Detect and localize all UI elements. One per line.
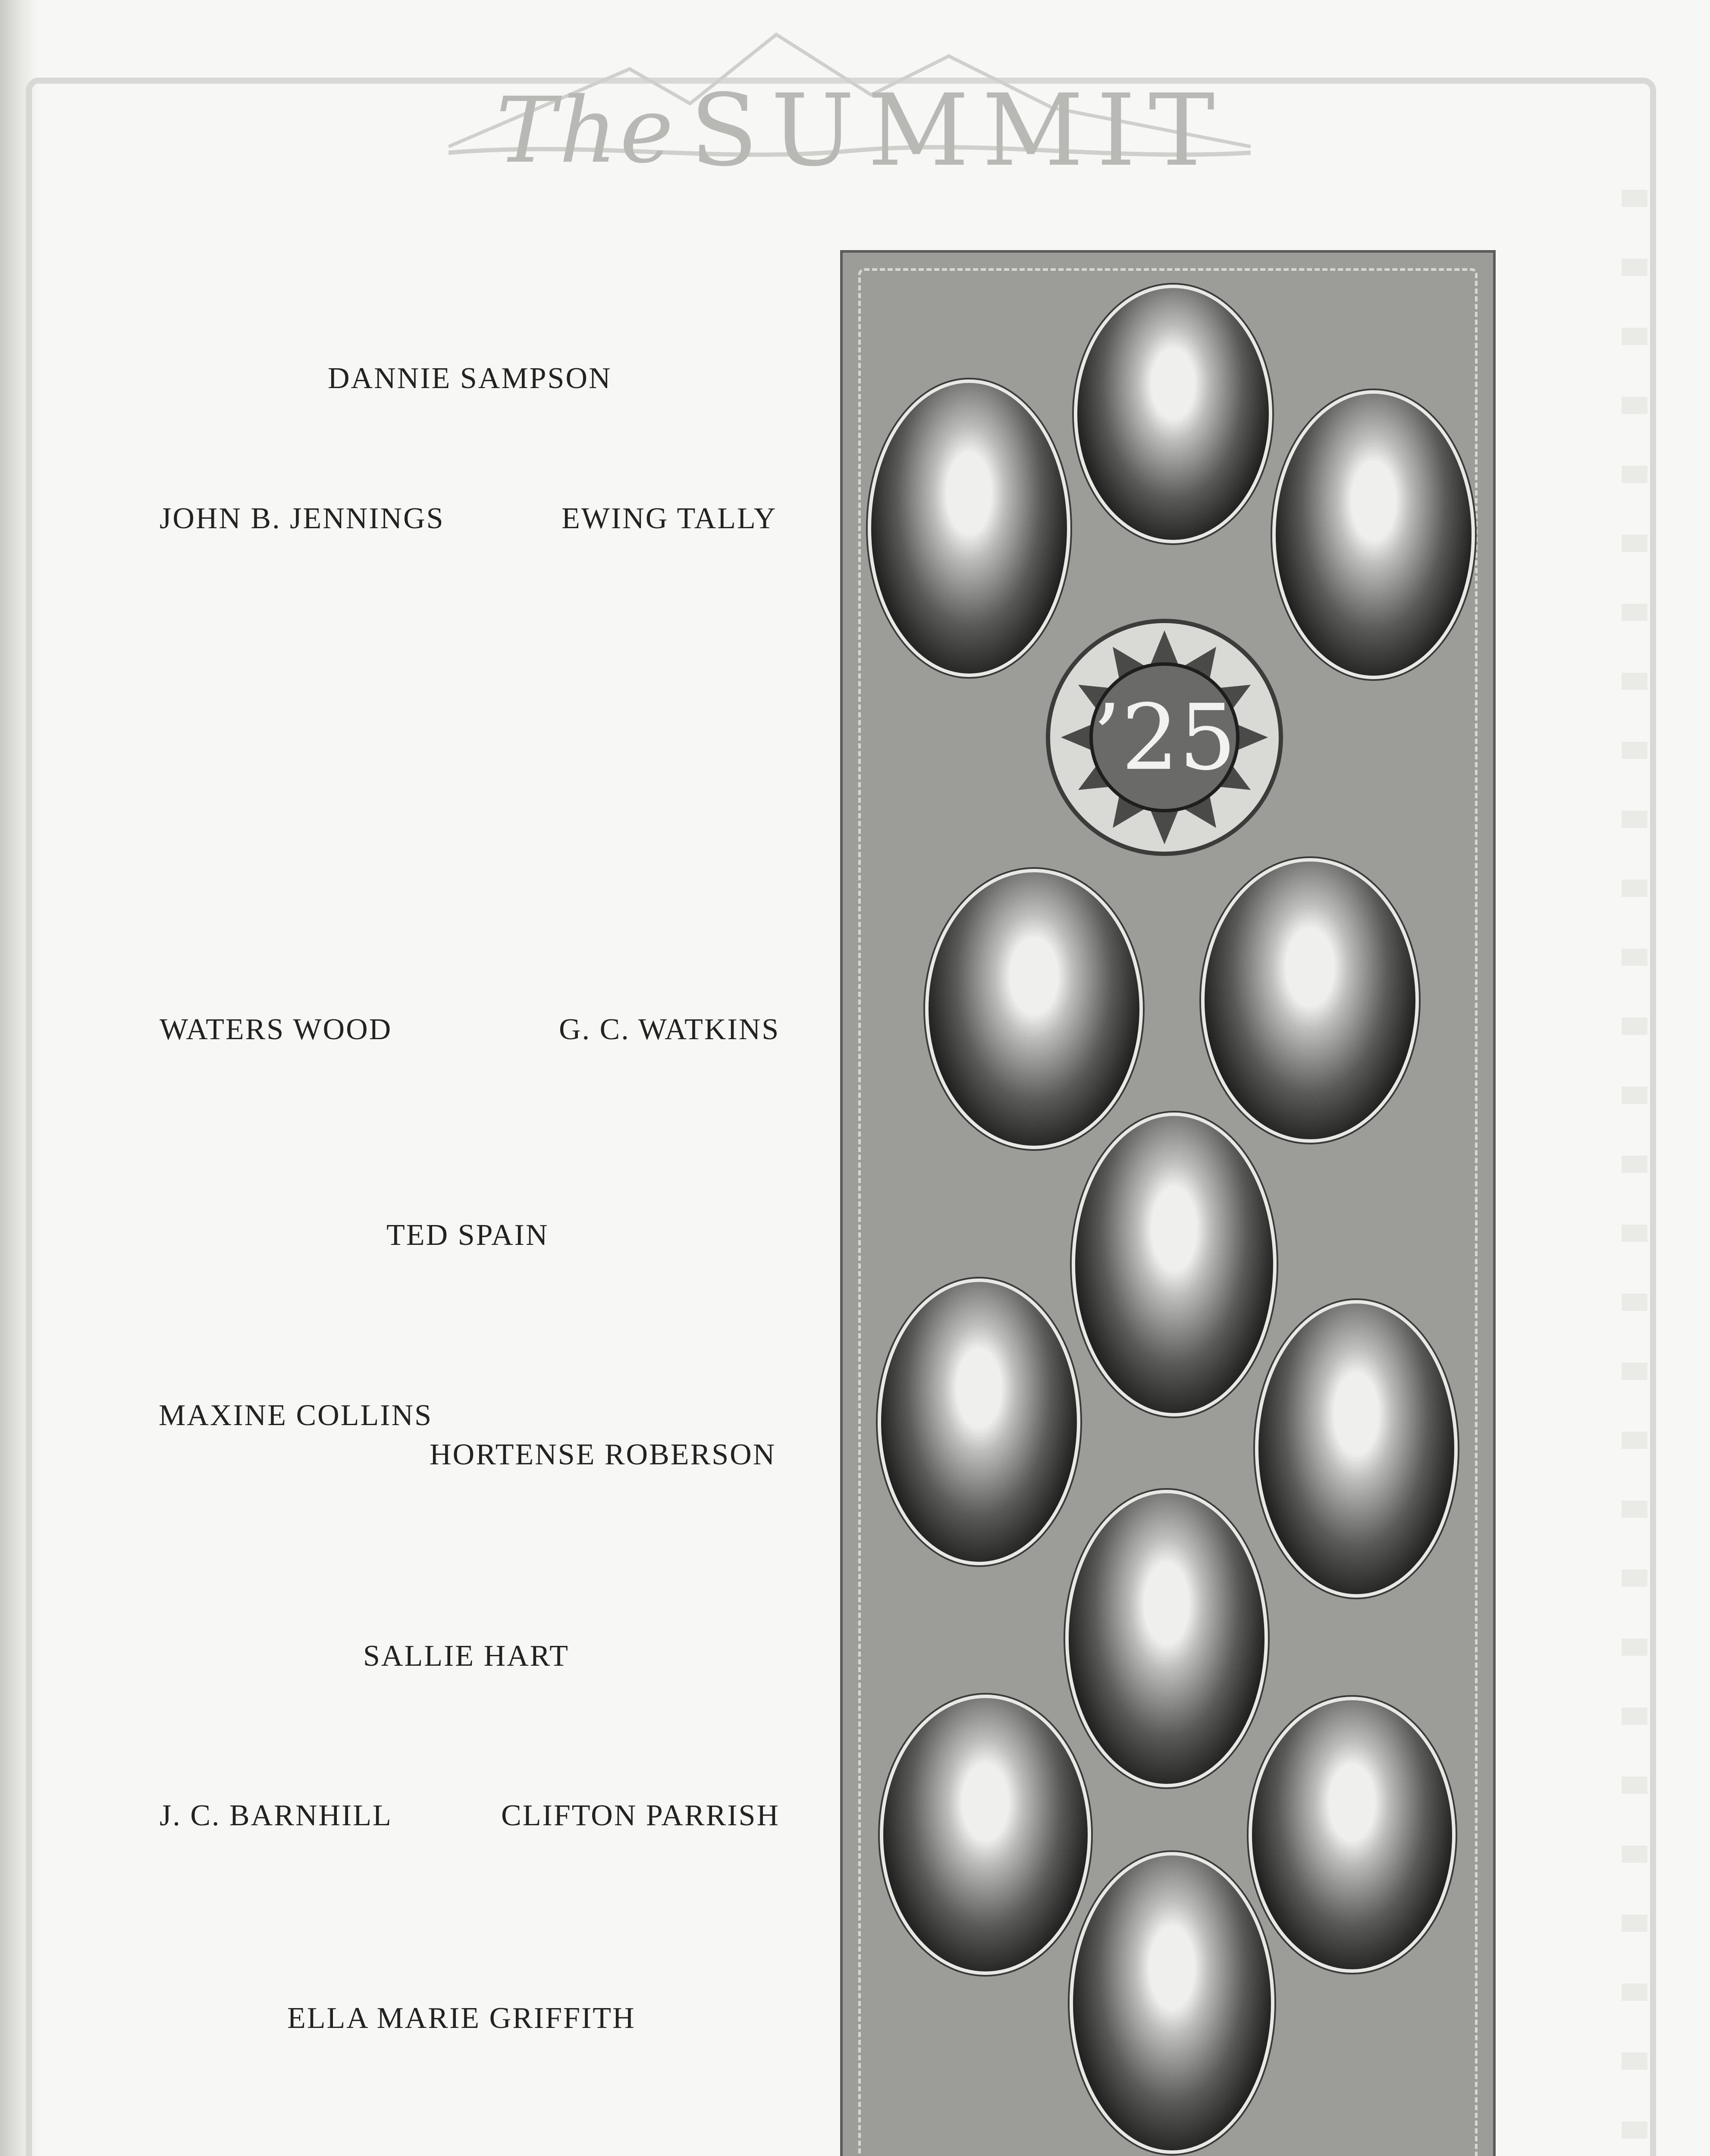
header-title: SUMMIT (690, 73, 1228, 188)
portrait-j-c-barnhill (880, 1695, 1091, 1975)
name-john-b-jennings: JOHN B. JENNINGS (160, 502, 445, 535)
portrait-ella-marie-griffith (1070, 1852, 1274, 2154)
birch-border-decoration (1622, 138, 1647, 2156)
portrait-g-c-watkins (1201, 858, 1419, 1143)
name-clifton-parrish: CLIFTON PARRISH (501, 1799, 780, 1832)
class-year-medallion (1035, 608, 1294, 867)
portrait-hortense-roberson (1255, 1300, 1458, 1598)
portrait-ewing-tally (1272, 390, 1475, 679)
name-hortense-roberson: HORTENSE ROBERSON (430, 1438, 776, 1471)
portrait-waters-wood (925, 869, 1143, 1149)
class-year-label: ’25 (1092, 684, 1236, 790)
header-title-script: The (496, 78, 676, 183)
name-maxine-collins: MAXINE COLLINS (159, 1399, 433, 1432)
portrait-maxine-collins (878, 1279, 1080, 1565)
name-dannie-sampson: DANNIE SAMPSON (328, 362, 612, 395)
name-g-c-watkins: G. C. WATKINS (559, 1013, 780, 1046)
portrait-ted-spain (1072, 1112, 1277, 1416)
name-waters-wood: WATERS WOOD (160, 1013, 392, 1046)
page-header (449, 17, 1251, 188)
name-j-c-barnhill: J. C. BARNHILL (160, 1799, 392, 1832)
name-ella-marie-griffith: ELLA MARIE GRIFFITH (287, 2002, 636, 2035)
portrait-clifton-parrish (1249, 1697, 1456, 1973)
portrait-dannie-sampson (1074, 285, 1272, 543)
name-ewing-tally: EWING TALLY (562, 502, 777, 535)
name-ted-spain: TED SPAIN (386, 1219, 549, 1252)
portrait-sallie-hart (1065, 1490, 1268, 1787)
name-sallie-hart: SALLIE HART (363, 1639, 569, 1673)
